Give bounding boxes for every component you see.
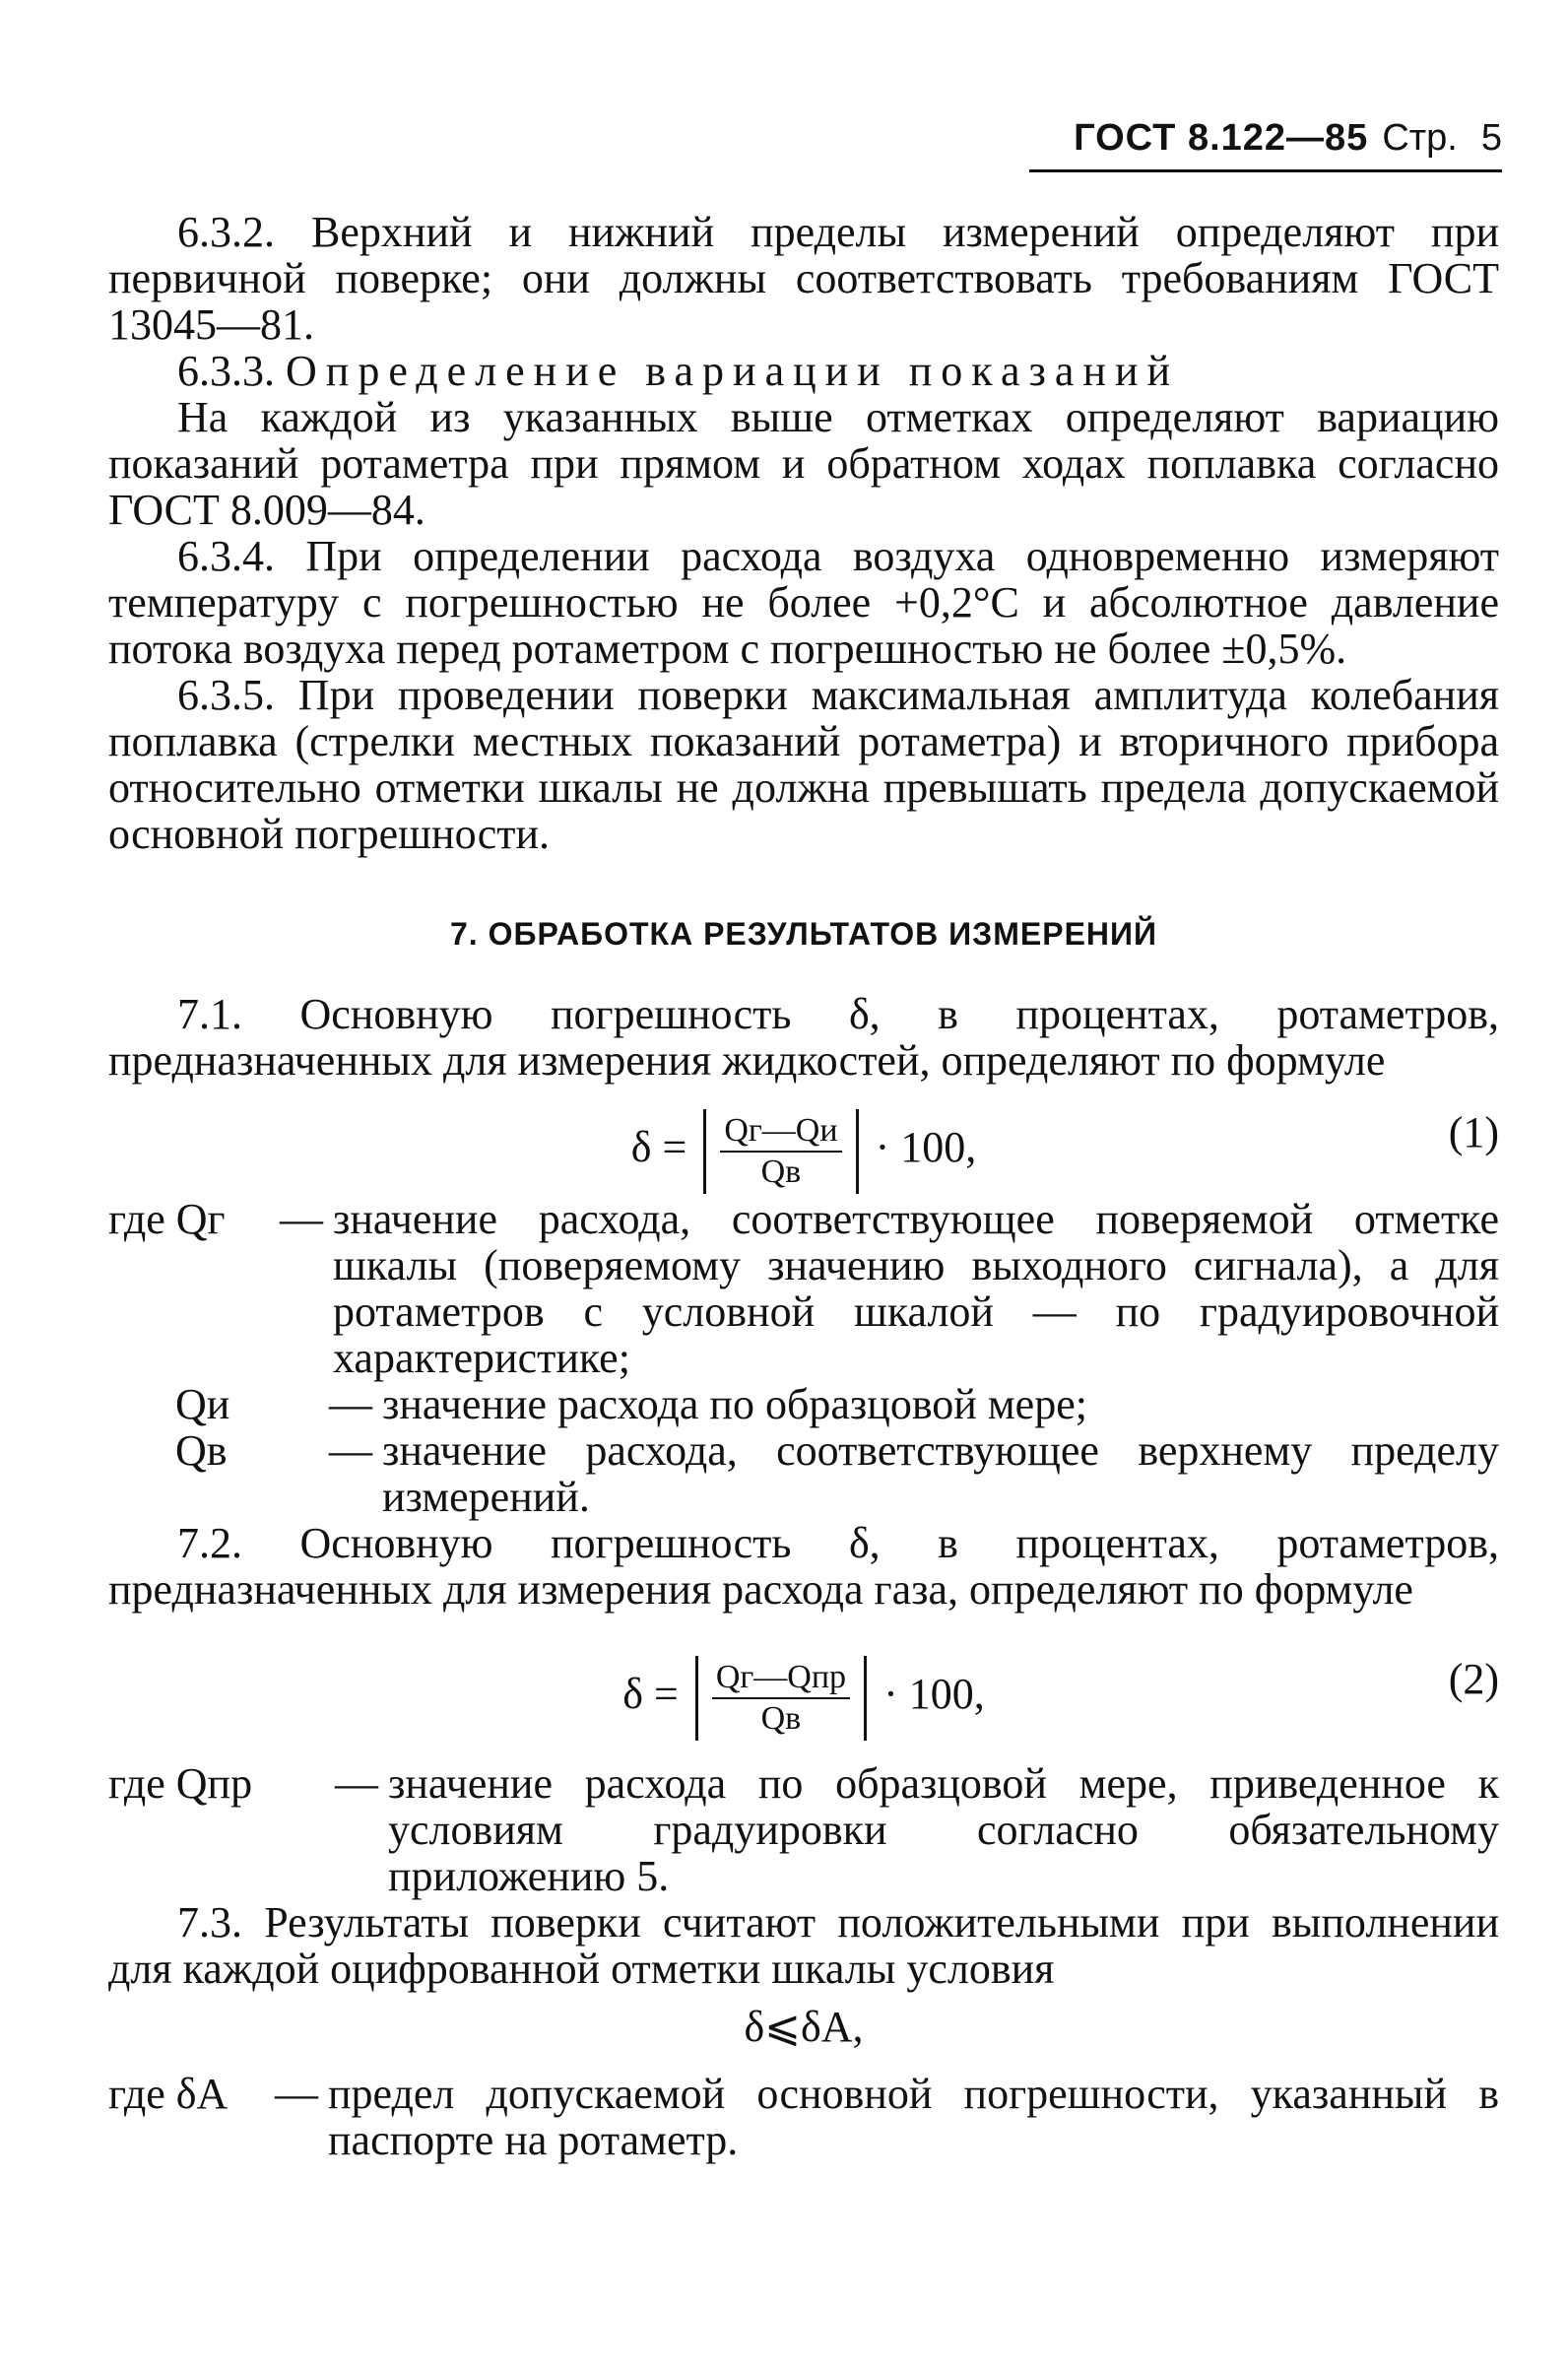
definition-dash: —: [329, 1426, 372, 1475]
definition-q-i: [108, 1381, 1499, 1427]
definition-dash: —: [275, 2070, 318, 2118]
formula-1-fraction: [703, 1109, 858, 1194]
formula-3-text: δ⩽δА,: [744, 2003, 864, 2051]
definition-text: значение расхода, соответствующее поверяемой отметке шкалы (поверяемому значению выходного сигнала), а для ротаметров с условной шкалой — по градуировочной характеристике;: [333, 1195, 1499, 1382]
formula-1: [108, 1084, 1499, 1194]
paragraph-6-3-3-body: На каждой из указанных выше отметках определяют вариацию показаний ротаметра при прямом и обратном ходах поплавка согласно ГОСТ 8.009—84.: [108, 393, 1499, 534]
definition-label: где Qг: [108, 1195, 226, 1243]
definition-label: где Qпр: [108, 1759, 253, 1808]
standard-code: ГОСТ 8.122—85: [1074, 117, 1369, 159]
page-header: [995, 116, 1502, 160]
formula-1-denominator: Qв: [760, 1154, 802, 1190]
definition-label: где δА: [108, 2070, 229, 2118]
formula-2: [108, 1613, 1499, 1760]
formula-2-number: (2): [1448, 1655, 1499, 1703]
definition-dash: —: [329, 1380, 372, 1428]
formula-1-rhs: · 100,: [875, 1123, 977, 1172]
paragraph-6-3-2: 6.3.2. Верхний и нижний пределы измерений определяют при первичной поверке; они должны соответствовать требованиям ГОСТ 13045—81.: [108, 208, 1499, 349]
formula-3: [108, 1992, 1499, 2071]
paragraph-7-3: 7.3. Результаты поверки считают положительными при выполнении для каждой оцифрованной отметки шкалы условия: [108, 1898, 1499, 1993]
formula-1-number: (1): [1448, 1108, 1499, 1156]
definition-dash: —: [335, 1759, 378, 1808]
clause-number: 6.3.3.: [177, 347, 275, 395]
definition-label: Qв: [175, 1426, 228, 1475]
paragraph-6-3-5: 6.3.5. При проведении поверки максимальная амплитуда колебания поплавка (стрелки местных показаний ротаметра) и вторичного прибора относительно отметки шкалы не должна превышать предела допускаемой основной погрешности.: [108, 671, 1499, 858]
definition-dash: —: [280, 1195, 323, 1243]
section-heading: 7. ОБРАБОТКА РЕЗУЛЬТАТОВ ИЗМЕРЕНИЙ: [449, 916, 1158, 952]
definition-q-g: [108, 1196, 1499, 1381]
formula-2-rhs: · 100,: [883, 1670, 985, 1719]
paragraph-7-2: 7.2. Основную погрешность δ, в процентах, ротаметров, предназначенных для измерения расхода газа, определяют по формуле: [108, 1519, 1499, 1614]
formula-2-numerator: Qг—Qпр: [712, 1658, 850, 1699]
definition-q-pr: [108, 1760, 1499, 1899]
clause-title: Определение вариации показаний: [286, 347, 1180, 395]
definition-delta-a: [108, 2071, 1499, 2163]
definition-text: предел допускаемой основной погрешности, указанный в паспорте на ротаметр.: [328, 2070, 1499, 2164]
header-rule: [1029, 169, 1502, 172]
page-number: 5: [1480, 117, 1502, 159]
definition-text: значение расхода по образцовой мере;: [382, 1380, 1087, 1428]
formula-2-fraction: [695, 1656, 867, 1741]
formula-1-lhs: δ =: [630, 1123, 687, 1172]
paragraph-6-3-4: 6.3.4. При определении расхода воздуха одновременно измеряют температуру с погрешностью не более +0,2°С и абсолютное давление потока воздуха перед ротаметром с погрешностью не более ±0,5%.: [108, 532, 1499, 673]
page-content: [108, 209, 1499, 2163]
definitions-1: [108, 1196, 1499, 1520]
paragraph-7-1: 7.1. Основную погрешность δ, в процентах, ротаметров, предназначенных для измерения жидкостей, определяют по формуле: [108, 990, 1499, 1085]
paragraph-6-3-3-title: [108, 348, 1499, 394]
page-label: Стр.: [1382, 117, 1458, 159]
definition-label: Qи: [175, 1380, 230, 1428]
definition-q-v: [108, 1427, 1499, 1520]
formula-1-numerator: Qг—Qи: [720, 1111, 841, 1153]
definition-text: значение расхода по образцовой мере, приведенное к условиям градуировки согласно обязательному приложению 5.: [388, 1759, 1499, 1900]
formula-2-denominator: Qв: [760, 1700, 802, 1737]
formula-2-lhs: δ =: [622, 1670, 679, 1719]
definition-text: значение расхода, соответствующее верхнему пределу измерений.: [382, 1426, 1499, 1521]
